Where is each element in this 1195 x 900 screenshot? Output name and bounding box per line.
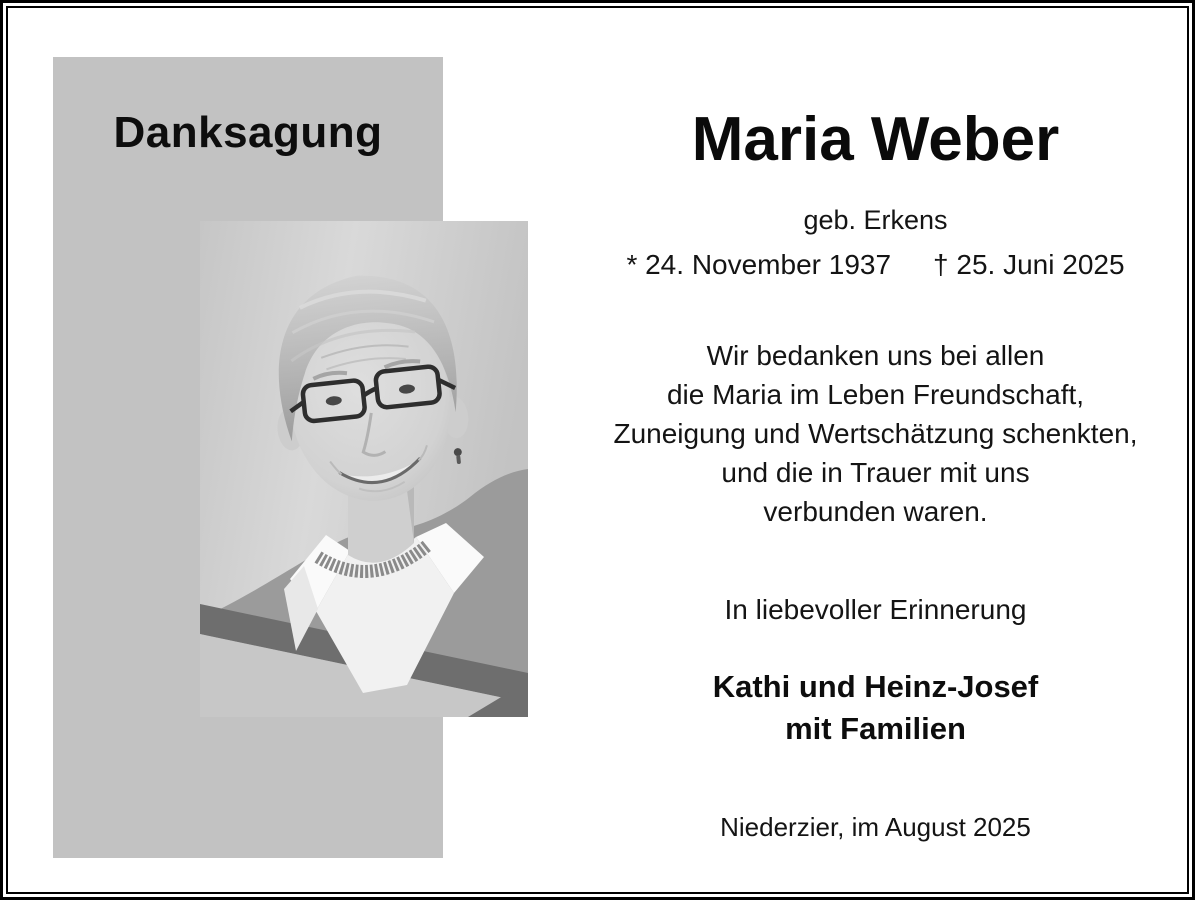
card-inner-border (6, 6, 1189, 894)
mourners-line: mit Familien (785, 711, 966, 746)
thank-you-line: die Maria im Leben Freundschaft, (666, 379, 1085, 410)
birth-date: * 24. November 1937 (626, 249, 892, 280)
deceased-name: Maria Weber (691, 105, 1060, 174)
thank-you-text (548, 336, 1187, 531)
mourners (548, 666, 1187, 750)
death-date: † 25. Juni 2025 (933, 249, 1125, 280)
birth-name: geb. Erkens (803, 205, 948, 235)
life-dates (548, 249, 1187, 281)
thank-you-line: Wir bedanken uns bei allen (706, 340, 1045, 371)
place-and-date: Niederzier, im August 2025 (720, 812, 1031, 842)
portrait-photo (200, 221, 528, 717)
thank-you-line: Zuneigung und Wertschätzung schenkten, (613, 418, 1138, 449)
panel-title: Danksagung (113, 108, 383, 157)
thank-you-line: verbunden waren. (763, 496, 988, 527)
memorial-card (8, 8, 1187, 892)
remembrance-line: In liebevoller Erinnerung (724, 594, 1027, 625)
portrait-photo-illustration (200, 221, 528, 717)
thank-you-line: und die in Trauer mit uns (721, 457, 1030, 488)
mourners-line: Kathi und Heinz-Josef (712, 669, 1039, 704)
